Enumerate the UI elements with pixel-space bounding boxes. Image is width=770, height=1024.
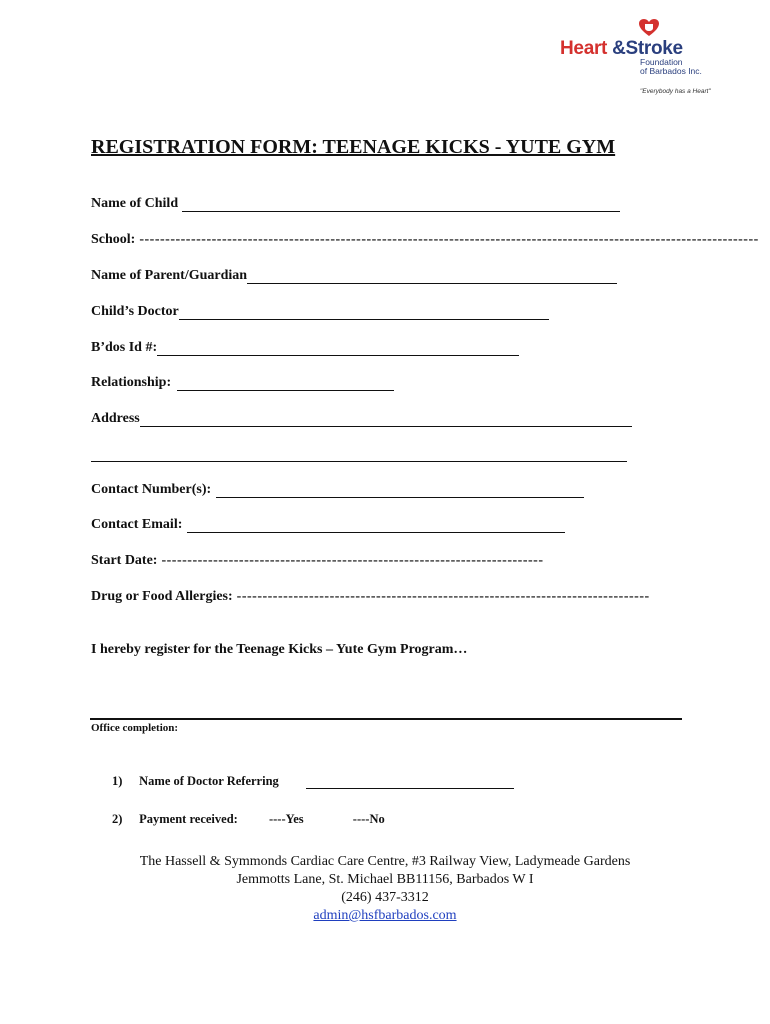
registration-statement: I hereby register for the Teenage Kicks – Yute Gym Program…: [91, 642, 468, 657]
input-line[interactable]: [182, 197, 620, 212]
field-childs-doctor[interactable]: [91, 304, 549, 320]
field-address[interactable]: [91, 411, 632, 427]
payment-yes-option[interactable]: ----Yes: [268, 812, 304, 826]
field-address-line2[interactable]: [91, 447, 627, 462]
field-school[interactable]: [91, 232, 759, 248]
field-name-of-child[interactable]: [91, 196, 620, 212]
footer-address-line2: Jemmotts Lane, St. Michael BB11156, Barbados W I: [236, 872, 534, 887]
input-dashes[interactable]: --------------------------------------------------------------------------: [161, 553, 544, 568]
form-title: REGISTRATION FORM: TEENAGE KICKS - YUTE GYM: [91, 136, 616, 158]
footer-email-link[interactable]: admin@hsfbarbados.com: [313, 908, 457, 923]
field-parent-guardian[interactable]: [91, 268, 617, 284]
item-label: Payment received:: [139, 812, 238, 826]
office-item-payment: [112, 812, 385, 827]
field-label: Name of Parent/Guardian: [91, 268, 248, 283]
input-dashes[interactable]: --------------------------------------------------------------------------------: [236, 589, 650, 604]
field-label: Contact Email:: [91, 517, 183, 532]
logo-brand-stroke: Stroke: [625, 38, 683, 59]
field-contact-number[interactable]: [91, 482, 584, 498]
field-label: School:: [91, 232, 136, 247]
office-item-doctor-referring: [112, 774, 514, 789]
item-label: Name of Doctor Referring: [139, 774, 279, 788]
field-label: Name of Child: [91, 196, 179, 211]
field-label: Relationship:: [91, 375, 172, 390]
office-heading: Office completion:: [91, 722, 179, 734]
footer-contact: [0, 853, 770, 925]
field-label: Address: [91, 411, 140, 426]
input-line[interactable]: [179, 305, 549, 320]
field-label: Child’s Doctor: [91, 304, 179, 319]
input-line[interactable]: [247, 269, 617, 284]
field-contact-email[interactable]: [91, 517, 565, 533]
field-start-date[interactable]: [91, 553, 544, 569]
input-dashes[interactable]: ------------------------------------------------------------------------------------------------------------------------: [139, 232, 759, 247]
logo-brand-amp: &: [612, 38, 626, 59]
section-divider: [90, 718, 682, 720]
field-bdos-id[interactable]: [91, 340, 519, 356]
footer-address-line1: The Hassell & Symmonds Cardiac Care Centre, #3 Railway View, Ladymeade Gardens: [139, 854, 631, 869]
logo-brand-heart: Heart: [560, 38, 608, 59]
input-line[interactable]: [187, 518, 565, 533]
field-relationship[interactable]: [91, 375, 394, 391]
field-label: Contact Number(s):: [91, 482, 212, 497]
input-line[interactable]: [177, 376, 394, 391]
input-line[interactable]: [216, 483, 584, 498]
field-label: B’dos Id #:: [91, 340, 158, 355]
logo-subtitle: [640, 58, 702, 76]
logo-tagline: "Everybody has a Heart": [640, 88, 711, 95]
input-line[interactable]: [91, 447, 627, 462]
input-line[interactable]: [140, 412, 632, 427]
input-line[interactable]: [157, 341, 519, 356]
input-line[interactable]: [306, 774, 514, 789]
logo-sub-line1: Foundation: [640, 57, 683, 67]
field-label: Drug or Food Allergies:: [91, 589, 233, 604]
foundation-logo: [560, 18, 720, 95]
item-number: 2): [112, 812, 123, 826]
field-allergies[interactable]: [91, 589, 650, 605]
footer-phone: (246) 437-3312: [341, 890, 429, 905]
payment-no-option[interactable]: ----No: [352, 812, 385, 826]
item-number: 1): [112, 774, 123, 788]
logo-sub-line2: of Barbados Inc.: [640, 66, 702, 76]
field-label: Start Date:: [91, 553, 158, 568]
heart-logo-icon: [638, 18, 660, 38]
